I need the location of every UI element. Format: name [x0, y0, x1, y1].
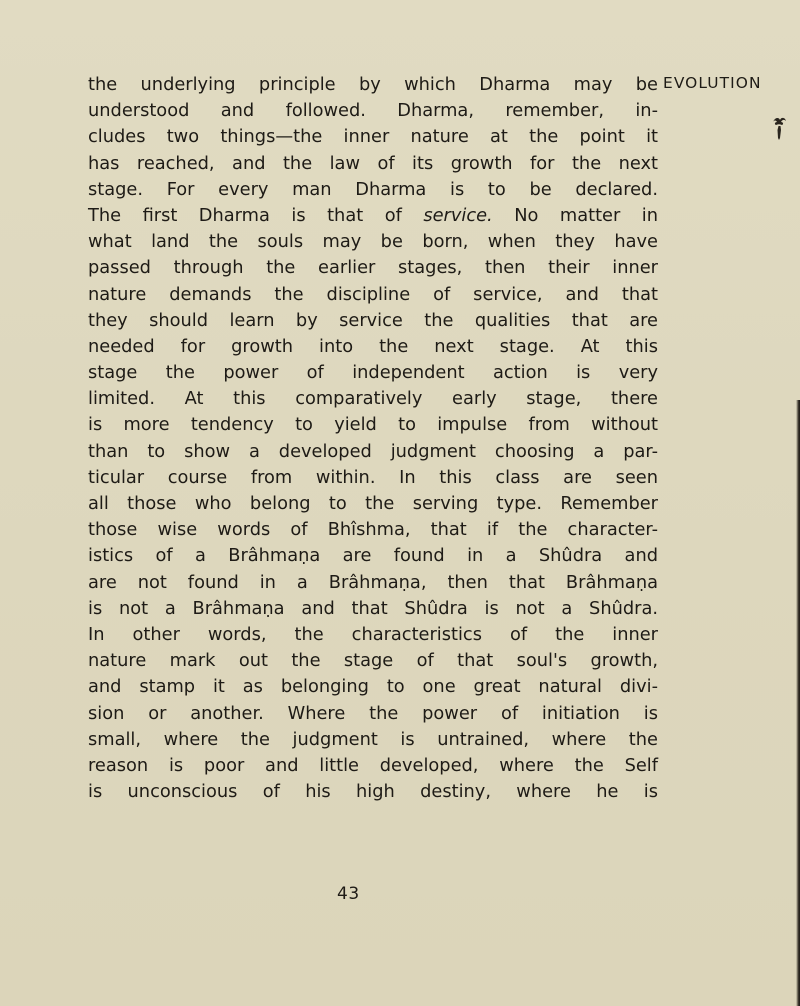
text-line: what land the souls may be born, when they have — [88, 231, 658, 253]
text-line: is unconscious of his high destiny, where he is — [88, 781, 658, 803]
text-line: ticular course from within. In this class are seen — [88, 466, 658, 488]
text-line: istics of a Brâhmaṇa are found in a Shûdra and — [88, 545, 658, 567]
text-line: has reached, and the law of its growth for the next — [88, 152, 658, 174]
text-segment: The first Dharma is that of — [88, 204, 402, 226]
text-line: they should learn by service the qualities that are — [88, 309, 658, 331]
text-line: nature demands the discipline of service, and that — [88, 283, 658, 305]
text-line: is more tendency to yield to impulse from without — [88, 414, 658, 436]
emphasized-word: service. — [423, 204, 493, 226]
text-line: those wise words of Bhîshma, that if the character- — [88, 519, 658, 541]
page-number: 43 — [337, 884, 360, 904]
text-line: nature mark out the stage of that soul's growth, — [88, 650, 658, 672]
text-line: stage. For every man Dharma is to be declared. — [88, 178, 658, 200]
text-line: passed through the earlier stages, then their inner — [88, 257, 658, 279]
text-line: than to show a developed judgment choosing a par- — [88, 440, 658, 462]
text-line: and stamp it as belonging to one great natural divi- — [88, 676, 658, 698]
text-line: are not found in a Brâhmaṇa, then that Brâhmaṇa — [88, 571, 658, 593]
text-line: sion or another. Where the power of initiation is — [88, 702, 658, 724]
running-head: EVOLUTION — [663, 74, 762, 92]
text-line: needed for growth into the next stage. At this — [88, 335, 658, 357]
text-line: cludes two things—the inner nature at the point it — [88, 126, 658, 148]
text-line: is not a Brâhmaṇa and that Shûdra is not a Shûdra. — [88, 597, 658, 619]
text-line: understood and followed. Dharma, remember, in- — [88, 100, 658, 122]
text-line — [88, 203, 658, 229]
text-line: the underlying principle by which Dharma may be — [88, 74, 658, 95]
text-line: stage the power of independent action is very — [88, 362, 658, 384]
text-line: small, where the judgment is untrained, where the — [88, 728, 658, 750]
text-segment: No matter in — [514, 204, 658, 226]
text-line: In other words, the characteristics of the inner — [88, 623, 658, 645]
text-line: limited. At this comparatively early stage, there — [88, 388, 658, 410]
text-line: reason is poor and little developed, where the Self — [88, 754, 658, 776]
page-edge-shadow — [796, 400, 800, 1006]
text-line: all those who belong to the serving type. Remember — [88, 493, 658, 514]
body-text — [88, 72, 658, 805]
fleuron-ornament-icon — [771, 116, 787, 142]
